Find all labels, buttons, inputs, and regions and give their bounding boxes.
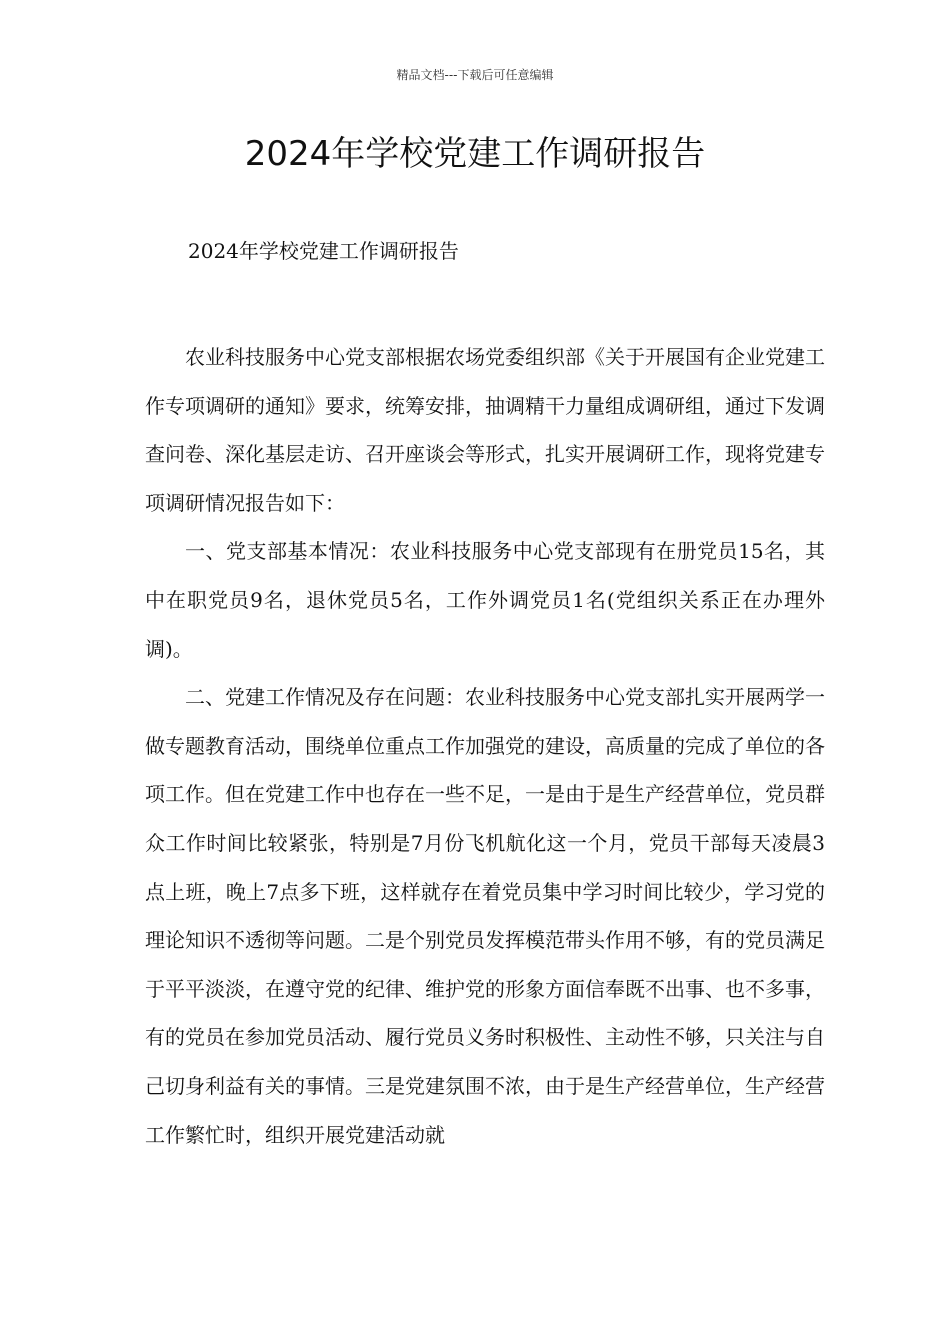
paragraph-work-issues: 二、党建工作情况及存在问题：农业科技服务中心党支部扎实开展两学一做专题教育活动，围绕单位重点工作加强党的建设，高质量的完成了单位的各项工作。但在党建工作中也存在一些不足，一是由于是生产经营单位，党员群众工作时间比较紧张，特别是7月份飞机航化这一个月，党员干部每天凌晨3点上班，晚上7点多下班，这样就存在着党员集中学习时间比较少，学习党的理论知识不透彻等问题。二是个别党员发挥模范带头作用不够，有的党员满足于平平淡淡，在遵守党的纪律、维护党的形象方面信奉既不出事、也不多事，有的党员在参加党员活动、履行党员义务时积极性、主动性不够，只关注与自己切身利益有关的事情。三是党建氛围不浓，由于是生产经营单位，生产经营工作繁忙时，组织开展党建活动就 (145, 685, 825, 1147)
document-body (145, 333, 825, 1159)
document-title: 2024年学校党建工作调研报告 (244, 134, 706, 174)
document-subtitle: 2024年学校党建工作调研报告 (188, 239, 459, 263)
paragraph-basic-info: 一、党支部基本情况：农业科技服务中心党支部现有在册党员15名，其中在职党员9名，退休党员5名，工作外调党员1名(党组织关系正在办理外调)。 (145, 539, 825, 661)
paragraph-intro: 农业科技服务中心党支部根据农场党委组织部《关于开展国有企业党建工作专项调研的通知》要求，统筹安排，抽调精干力量组成调研组，通过下发调查问卷、深化基层走访、召开座谈会等形式，扎实开展调研工作，现将党建专项调研情况报告如下： (145, 345, 825, 515)
header-note: 精品文档---下载后可任意编辑 (396, 68, 554, 82)
